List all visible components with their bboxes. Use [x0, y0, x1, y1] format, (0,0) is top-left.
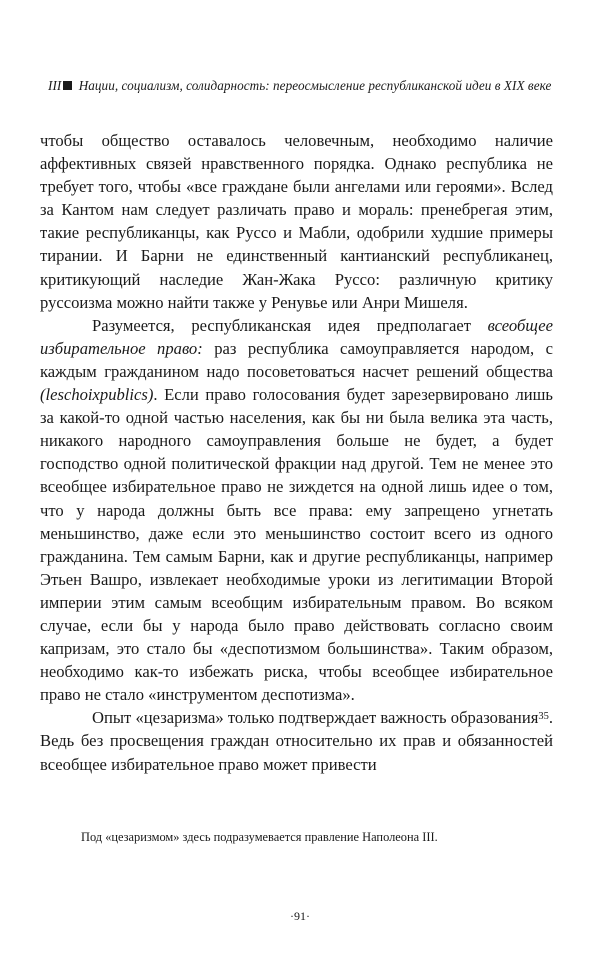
running-header	[48, 78, 568, 94]
italic-text: всеобщее избирательное право:	[40, 315, 553, 358]
square-bullet-icon	[63, 81, 72, 90]
header-section-number: III	[48, 78, 62, 93]
text-segment: Разумеется, республиканская идея предполагает	[92, 315, 488, 335]
paragraph	[40, 314, 553, 707]
text-segment: чтобы общество оставалось человечным, необходимо наличие аффективных связей нравственного порядка. Однако республика не требует того, чтобы «все граждане были ангелами или героями». Вслед за Кантом нам следует различать право и мораль: пренебрегая этим, такие республиканцы, как Руссо и Мабли, одобрили худшие примеры тирании. И Барни не единственный кантианский республиканец, критикующий наследие Жан-Жака Руссо: различную критику руссоизма можно найти также у Ренувье или Анри Мишеля.	[40, 131, 553, 312]
header-title: Нации, социализм, солидарность: переосмысление республиканской идеи в XIX веке	[78, 78, 552, 93]
footnote: Под «цезаризмом» здесь подразумевается правление Наполеона III.	[81, 830, 438, 844]
text-segment: . Ведь без просвещения граждан относительно их прав и обязанностей всеобщее избирательное право может привести	[40, 708, 553, 774]
paragraph	[40, 706, 553, 775]
text-segment: . Если право голосования будет зарезервировано лишь за какой-то одной частью населения, как бы ни была велика эта часть, никакого народного самоуправления больше не будет, а будет господство одной политической фракции над другой. Тем не менее это всеобщее избирательное право не зиждется на одной лишь идее о том, что у народа должны быть все права: ему запрещено угнетать меньшинство, даже если это меньшинство состоит всего из одного гражданина. Тем самым Барни, как и другие республиканцы, например Этьен Вашро, извлекает необходимые уроки из легитимации Второй империи этим самым всеобщим избирательным правом. Во всяком случае, если бы у народа было право действовать согласно своим капризам, это стало бы «деспотизмом большинства». Таким образом, необходимо как-то избежать риска, чтобы всеобщее избирательное право не стало «инструментом деспотизма».	[40, 385, 553, 705]
text-segment: раз республика самоуправляется народом, с каждым гражданином надо посоветоваться насчет решений общества	[40, 338, 553, 381]
page-number: ·91·	[290, 909, 310, 923]
footnote-ref: 35	[538, 711, 549, 723]
italic-text: (leschoixpublics)	[40, 385, 154, 405]
main-text	[40, 129, 553, 776]
paragraph	[40, 129, 553, 314]
text-segment: Опыт «цезаризма» только подтверждает важность образования	[92, 708, 539, 728]
